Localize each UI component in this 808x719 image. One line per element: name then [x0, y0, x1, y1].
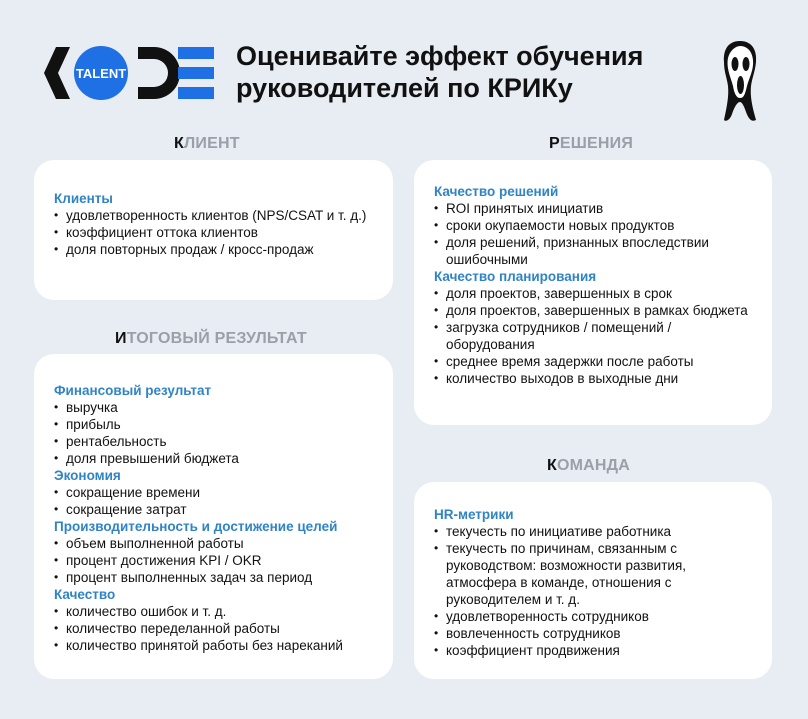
section-title: Финансовый результат	[54, 383, 212, 398]
title-line-1: Оценивайте эффект обучения	[236, 41, 644, 71]
card-client	[34, 160, 393, 300]
list-item: • загрузка сотрудников / помещений / оборудования	[434, 319, 752, 353]
card-decisions	[414, 160, 772, 425]
list-item: • текучесть по инициативе работника	[434, 523, 752, 540]
kode-talent-logo	[44, 45, 216, 101]
section-title: Качество планирования	[434, 269, 597, 284]
list-item: • количество принятой работы без нареканий	[54, 637, 373, 654]
bullet-list	[434, 523, 752, 659]
bullet-list	[54, 603, 373, 654]
list-item: • объем выполненной работы	[54, 535, 373, 552]
list-item: • количество выходов в выходные дни	[434, 370, 752, 387]
title-line-2: руководителей по КРИКу	[236, 73, 573, 103]
section-title: Качество решений	[434, 184, 559, 199]
list-item: • доля проектов, завершенных в срок	[434, 285, 752, 302]
logo-e-bar-3	[178, 87, 214, 99]
section-title: Качество	[54, 587, 116, 602]
list-item: • коэффициент продвижения	[434, 642, 752, 659]
list-item: • доля проектов, завершенных в рамках бюджета	[434, 302, 752, 319]
card-team	[414, 482, 772, 679]
list-item: • коэффициент оттока клиентов	[54, 224, 373, 241]
logo-e-bar-1	[178, 47, 214, 59]
bullet-list	[434, 285, 752, 387]
page-title	[236, 40, 716, 104]
list-item: • текучесть по причинам, связанным с руководством: возможности развития, атмосфера в команде, отношения с руководителем и т. д.	[434, 540, 752, 608]
bullet-list	[54, 535, 373, 586]
section-title: HR-метрики	[434, 507, 514, 522]
list-item: • доля превышений бюджета	[54, 450, 373, 467]
section-title: Клиенты	[54, 191, 113, 206]
list-item: • сокращение затрат	[54, 501, 373, 518]
logo-e-bar-2	[178, 67, 214, 79]
list-item: • доля решений, признанных впоследствии ошибочными	[434, 234, 752, 268]
list-item: • процент достижения KPI / OKR	[54, 552, 373, 569]
list-item: • выручка	[54, 399, 373, 416]
list-item: • доля повторных продаж / кросс-продаж	[54, 241, 373, 258]
heading-decisions: РЕШЕНИЯ	[549, 135, 634, 152]
list-item: • вовлеченность сотрудников	[434, 625, 752, 642]
section-title: Экономия	[54, 468, 121, 483]
list-item: • количество ошибок и т. д.	[54, 603, 373, 620]
logo-k-chevron	[44, 47, 70, 99]
list-item: • среднее время задержки после работы	[434, 353, 752, 370]
list-item: • ROI принятых инициатив	[434, 200, 752, 217]
section-title: Производительность и достижение целей	[54, 519, 338, 534]
heading-result: ИТОГОВЫЙ РЕЗУЛЬТАТ	[115, 330, 307, 347]
list-item: • сроки окупаемости новых продуктов	[434, 217, 752, 234]
scream-mask-icon	[722, 40, 758, 124]
bullet-list	[54, 484, 373, 518]
list-item: • удовлетворенность сотрудников	[434, 608, 752, 625]
list-item: • сокращение времени	[54, 484, 373, 501]
list-item: • процент выполненных задач за период	[54, 569, 373, 586]
bullet-list	[54, 399, 373, 467]
logo-d-shape	[138, 47, 180, 99]
logo-badge-text: TALENT	[75, 66, 127, 81]
heading-client: КЛИЕНТ	[174, 135, 240, 152]
card-result	[34, 354, 393, 679]
list-item: • удовлетворенность клиентов (NPS/CSAT и т. д.)	[54, 207, 373, 224]
list-item: • рентабельность	[54, 433, 373, 450]
list-item: • количество переделанной работы	[54, 620, 373, 637]
heading-team: КОМАНДА	[547, 457, 631, 474]
list-item: • прибыль	[54, 416, 373, 433]
bullet-list	[54, 207, 373, 258]
bullet-list	[434, 200, 752, 268]
